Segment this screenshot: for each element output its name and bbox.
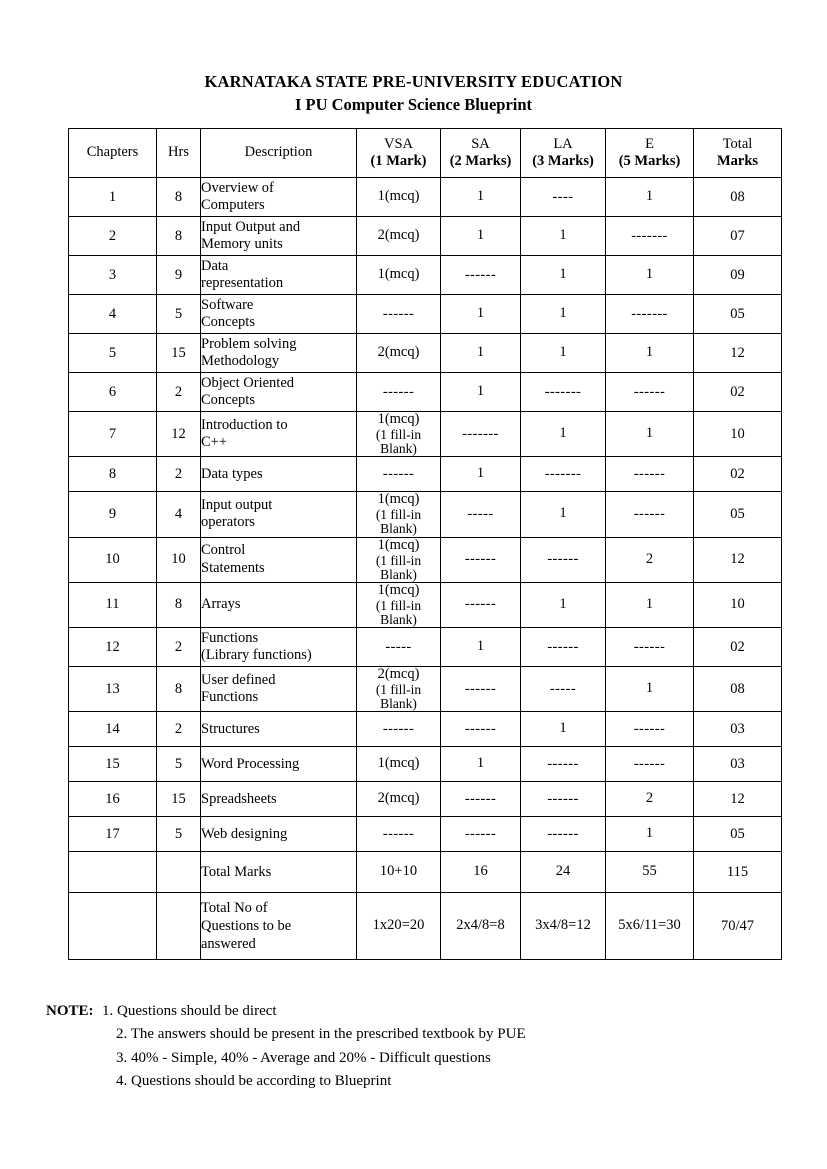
cell-vsa: ------ [357,712,441,747]
cell-hrs: 12 [157,412,201,457]
table-row [69,217,782,256]
cell-hrs: 8 [157,667,201,712]
cell-e: 2 [606,537,694,582]
table-row [69,667,782,712]
cell-sa: ------ [441,537,521,582]
column-header-total-marks [694,129,782,178]
cell-la: ------ [521,628,606,667]
column-header-e-marks: (5 Marks) [618,153,681,169]
cell-e: ------- [606,295,694,334]
column-header-sa-marks: (2 Marks) [449,153,512,169]
note-item: 3. 40% - Simple, 40% - Average and 20% - Difficult questions [116,1049,491,1066]
cell-description: Data types [201,457,357,492]
note-item: 4. Questions should be according to Blueprint [116,1072,392,1089]
cell-total-marks: 08 [694,178,782,217]
cell-e: ------ [606,492,694,537]
cell-sa: 1 [441,217,521,256]
cell-total-marks: 12 [694,537,782,582]
cell-total-marks: 05 [694,295,782,334]
column-header-hrs-label: Hrs [168,144,189,161]
column-header-e-label: E [645,135,654,152]
cell-la: 1 [521,492,606,537]
column-header-vsa-label: VSA [383,135,413,152]
cell-hrs: 5 [157,295,201,334]
cell-hrs: 5 [157,817,201,852]
cell-la: ------ [521,782,606,817]
cell-summary-vsa: 1x20=20 [357,893,441,960]
table-row [69,457,782,492]
cell-description: Spreadsheets [201,782,357,817]
cell-sa: 1 [441,747,521,782]
notes-list [102,1000,746,1093]
column-header-sa [441,129,521,178]
table-row [69,582,782,627]
cell-vsa: 1(mcq) [357,256,441,295]
blueprint-table-container [68,128,781,960]
column-header-sa-label: SA [471,135,490,152]
column-header-chapters [69,129,157,178]
column-header-la-label: LA [553,135,573,152]
cell-hrs: 2 [157,628,201,667]
cell-chapter: 7 [69,412,157,457]
cell-description: Data representation [201,256,357,295]
cell-la: 1 [521,712,606,747]
cell-description: Control Statements [201,537,357,582]
cell-sa: ------ [441,782,521,817]
cell-e: ------- [606,217,694,256]
cell-la: ------ [521,747,606,782]
note-item: 1. Questions should be direct [102,1003,277,1019]
notes-label: NOTE: [46,1003,94,1019]
cell-hrs-empty [157,852,201,893]
cell-vsa: 1(mcq) (1 fill-in Blank) [357,412,441,457]
table-row [69,178,782,217]
cell-total-marks: 03 [694,712,782,747]
cell-description: Word Processing [201,747,357,782]
cell-chapter: 10 [69,537,157,582]
cell-chapter: 1 [69,178,157,217]
blueprint-table [68,128,782,960]
cell-sa: ------ [441,667,521,712]
cell-hrs: 8 [157,582,201,627]
table-row-total-marks [69,852,782,893]
cell-description: Input Output and Memory units [201,217,357,256]
cell-vsa: 2(mcq) [357,782,441,817]
cell-hrs: 2 [157,457,201,492]
cell-sa: ----- [441,492,521,537]
table-row [69,817,782,852]
cell-la: 1 [521,217,606,256]
column-header-description-label: Description [244,144,313,161]
cell-la: 1 [521,412,606,457]
cell-hrs: 15 [157,334,201,373]
cell-vsa: ------ [357,457,441,492]
cell-total-marks: 12 [694,334,782,373]
cell-summary-la: 24 [521,852,606,893]
table-row [69,412,782,457]
cell-chapter: 8 [69,457,157,492]
cell-chapter: 11 [69,582,157,627]
cell-vsa: 1(mcq) (1 fill-in Blank) [357,537,441,582]
cell-description: Problem solving Methodology [201,334,357,373]
cell-hrs: 4 [157,492,201,537]
cell-summary-total: 115 [694,852,782,893]
cell-vsa: ------ [357,817,441,852]
cell-sa: 1 [441,628,521,667]
cell-total-marks: 07 [694,217,782,256]
cell-la: 1 [521,256,606,295]
cell-hrs: 2 [157,712,201,747]
table-row [69,712,782,747]
cell-vsa: 1(mcq) [357,747,441,782]
cell-chapter: 13 [69,667,157,712]
cell-total-marks: 03 [694,747,782,782]
cell-chapter: 15 [69,747,157,782]
column-header-la-marks: (3 Marks) [532,153,594,169]
cell-summary-e: 55 [606,852,694,893]
table-row [69,334,782,373]
column-header-vsa [357,129,441,178]
cell-sa: ------ [441,582,521,627]
cell-chapter: 16 [69,782,157,817]
cell-hrs: 9 [157,256,201,295]
cell-hrs: 10 [157,537,201,582]
cell-vsa: 1(mcq) (1 fill-in Blank) [357,492,441,537]
cell-vsa-subnote: (1 fill-in Blank) [375,597,422,627]
cell-chapter: 9 [69,492,157,537]
table-row [69,628,782,667]
cell-sa: 1 [441,178,521,217]
cell-description: Overview of Computers [201,178,357,217]
cell-description: Structures [201,712,357,747]
cell-e: 1 [606,256,694,295]
cell-hrs-empty [157,893,201,960]
cell-chapter: 4 [69,295,157,334]
cell-vsa-subnote: (1 fill-in Blank) [375,552,422,582]
table-row-total-questions [69,893,782,960]
column-header-total-label: Total [722,135,753,152]
cell-sa: 1 [441,457,521,492]
cell-sa: 1 [441,295,521,334]
cell-chapter: 2 [69,217,157,256]
cell-la: ----- [521,667,606,712]
cell-vsa: 1(mcq) (1 fill-in Blank) [357,582,441,627]
cell-hrs: 5 [157,747,201,782]
column-header-vsa-marks: (1 Mark) [370,153,427,169]
cell-e: 1 [606,178,694,217]
cell-summary-label: Total Marks [201,852,357,893]
cell-chapter: 5 [69,334,157,373]
cell-hrs: 15 [157,782,201,817]
cell-e: ------ [606,373,694,412]
cell-summary-sa: 16 [441,852,521,893]
cell-la: ------- [521,373,606,412]
document-title-block [0,0,827,115]
cell-description: Arrays [201,582,357,627]
cell-summary-e: 5x6/11=30 [606,893,694,960]
cell-vsa-subnote: (1 fill-in Blank) [375,507,422,537]
table-row [69,373,782,412]
cell-summary-vsa: 10+10 [357,852,441,893]
cell-vsa: ----- [357,628,441,667]
column-header-total-sub: Marks [716,153,759,169]
cell-total-marks: 05 [694,492,782,537]
cell-vsa: 2(mcq) [357,217,441,256]
cell-total-marks: 08 [694,667,782,712]
cell-description: Software Concepts [201,295,357,334]
cell-e: 1 [606,334,694,373]
cell-e: 1 [606,412,694,457]
cell-total-marks: 02 [694,628,782,667]
cell-sa: ------ [441,712,521,747]
cell-chapter: 12 [69,628,157,667]
cell-description: User defined Functions [201,667,357,712]
cell-la: 1 [521,295,606,334]
table-row [69,537,782,582]
table-row [69,782,782,817]
column-header-e [606,129,694,178]
cell-summary-total: 70/47 [694,893,782,960]
cell-sa: 1 [441,334,521,373]
cell-chapter: 14 [69,712,157,747]
table-header [69,129,782,178]
cell-chapter: 6 [69,373,157,412]
cell-sa: 1 [441,373,521,412]
cell-la: ------- [521,457,606,492]
cell-e: ------ [606,628,694,667]
column-header-chapters-label: Chapters [86,144,139,161]
cell-description: Functions (Library functions) [201,628,357,667]
cell-vsa: ------ [357,295,441,334]
cell-hrs: 8 [157,178,201,217]
cell-la: ------ [521,817,606,852]
cell-la: 1 [521,582,606,627]
table-body [69,178,782,960]
cell-la: ------ [521,537,606,582]
note-item: 2. The answers should be present in the prescribed textbook by PUE [116,1026,526,1043]
cell-la: ---- [521,178,606,217]
cell-description: Web designing [201,817,357,852]
cell-sa: ------- [441,412,521,457]
table-row [69,747,782,782]
cell-chapter: 17 [69,817,157,852]
cell-total-marks: 12 [694,782,782,817]
cell-description: Introduction to C++ [201,412,357,457]
cell-description: Object Oriented Concepts [201,373,357,412]
cell-total-marks: 02 [694,373,782,412]
cell-summary-la: 3x4/8=12 [521,893,606,960]
table-row [69,295,782,334]
cell-description: Input output operators [201,492,357,537]
cell-vsa-subnote: (1 fill-in Blank) [375,426,422,457]
cell-chapter: 3 [69,256,157,295]
cell-summary-sa: 2x4/8=8 [441,893,521,960]
cell-e: 2 [606,782,694,817]
cell-hrs: 8 [157,217,201,256]
cell-e: 1 [606,817,694,852]
cell-e: 1 [606,667,694,712]
cell-total-marks: 05 [694,817,782,852]
cell-sa: ------ [441,256,521,295]
cell-chapter-empty [69,852,157,893]
cell-total-marks: 02 [694,457,782,492]
cell-total-marks: 10 [694,582,782,627]
cell-e: ------ [606,712,694,747]
column-header-hrs [157,129,201,178]
table-row [69,256,782,295]
cell-vsa: 2(mcq) [357,334,441,373]
column-header-description [201,129,357,178]
cell-e: 1 [606,582,694,627]
cell-chapter-empty [69,893,157,960]
cell-summary-label: Total No of Questions to be answered [201,893,357,960]
cell-la: 1 [521,334,606,373]
cell-hrs: 2 [157,373,201,412]
table-header-row [69,129,782,178]
notes-section [46,1000,746,1093]
cell-vsa: ------ [357,373,441,412]
page-title: KARNATAKA STATE PRE-UNIVERSITY EDUCATION [204,72,623,91]
cell-total-marks: 09 [694,256,782,295]
cell-vsa: 2(mcq) (1 fill-in Blank) [357,667,441,712]
table-row [69,492,782,537]
page-subtitle: I PU Computer Science Blueprint [294,94,533,114]
cell-e: ------ [606,457,694,492]
cell-vsa: 1(mcq) [357,178,441,217]
cell-vsa-subnote: (1 fill-in Blank) [375,682,422,712]
cell-total-marks: 10 [694,412,782,457]
cell-sa: ------ [441,817,521,852]
column-header-la [521,129,606,178]
cell-e: ------ [606,747,694,782]
